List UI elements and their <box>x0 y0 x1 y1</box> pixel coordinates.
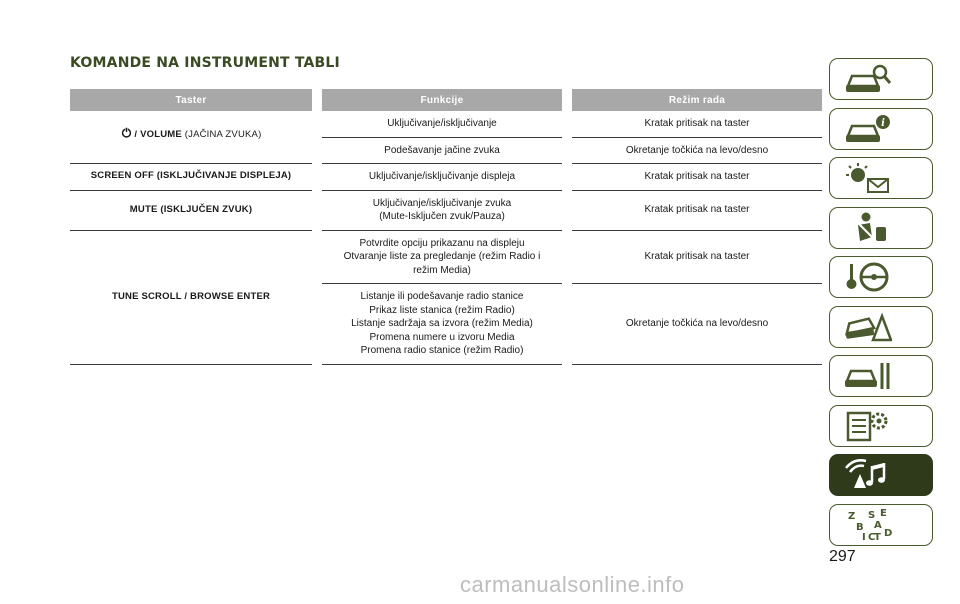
tab-emergency[interactable] <box>829 306 933 348</box>
tab-car-info[interactable] <box>829 108 933 150</box>
car-info-icon <box>844 112 892 146</box>
tune-mode-2: Okretanje točkića na levo/desno <box>572 284 822 365</box>
tune-func-1: Potvrdite opciju prikazanu na displeju Otvaranje liste za pregledanje (režim Radio i režim Media) <box>322 231 562 285</box>
mute-func: Uključivanje/isključivanje zvuka (Mute-Isključen zvuk/Pauza) <box>322 191 562 231</box>
svg-text:B: B <box>856 521 864 533</box>
screen-off-func: Uključivanje/isključivanje displeja <box>322 164 562 191</box>
table-row <box>70 164 822 191</box>
mute-mode: Kratak pritisak na taster <box>572 191 822 231</box>
specifications-gear-icon <box>844 409 892 443</box>
table-row <box>70 231 822 285</box>
tab-car-search[interactable] <box>829 58 933 100</box>
key-screen-off: SCREEN OFF (ISKLJUČIVANJE DISPLEJA) <box>70 164 312 191</box>
watermark: carmanualsonline.info <box>460 572 685 597</box>
svg-text:S: S <box>868 509 876 521</box>
multimedia-note-icon <box>844 458 892 492</box>
volume-func-1: Uključivanje/isključivanje <box>322 111 562 138</box>
tab-warning-lights[interactable] <box>829 157 933 199</box>
alphabet-index-icon <box>844 508 892 542</box>
svg-text:C: C <box>868 531 876 542</box>
chapter-tabs <box>829 58 935 553</box>
tab-seat-safety[interactable] <box>829 207 933 249</box>
car-breakdown-warning-icon <box>844 310 892 344</box>
svg-text:I: I <box>862 531 866 542</box>
svg-text:T: T <box>874 531 881 542</box>
tab-specifications[interactable] <box>829 405 933 447</box>
svg-text:i: i <box>881 117 885 129</box>
page-number: 297 <box>829 548 856 565</box>
svg-text:E: E <box>880 507 887 519</box>
table-row <box>70 191 822 231</box>
svg-text:Z: Z <box>848 510 856 522</box>
header-funkcije: Funkcije <box>322 89 562 111</box>
svg-text:D: D <box>884 527 892 539</box>
screen-off-mode: Kratak pritisak na taster <box>572 164 822 191</box>
tab-starting-driving[interactable] <box>829 256 933 298</box>
tab-multimedia[interactable] <box>829 454 933 496</box>
power-icon <box>121 127 132 138</box>
tab-index[interactable] <box>829 504 933 546</box>
tune-mode-1: Kratak pritisak na taster <box>572 231 822 285</box>
svg-text:A: A <box>874 519 882 531</box>
table-row <box>70 111 822 138</box>
key-mute: MUTE (ISKLJUČEN ZVUK) <box>70 191 312 231</box>
tune-func-2: Listanje ili podešavanje radio stanice Prikaz liste stanica (režim Radio) Listanje sadržaja sa izvora (režim Media) Promena numere u izvoru Media Promena radio stanice (režim Radio) <box>322 284 562 365</box>
seat-safety-icon <box>844 211 892 245</box>
controls-table <box>70 89 822 365</box>
volume-mode-2: Okretanje točkića na levo/desno <box>572 138 822 165</box>
header-rezim: Režim rada <box>572 89 822 111</box>
car-search-icon <box>844 62 892 96</box>
car-service-tools-icon <box>844 359 892 393</box>
tab-servicing[interactable] <box>829 355 933 397</box>
warning-lights-message-icon <box>844 161 892 195</box>
steering-wheel-key-icon <box>844 260 892 294</box>
table-header-row <box>70 89 822 111</box>
section-title: KOMANDE NA INSTRUMENT TABLI <box>70 55 340 71</box>
key-tune: TUNE SCROLL / BROWSE ENTER <box>70 231 312 365</box>
volume-mode-1: Kratak pritisak na taster <box>572 111 822 138</box>
volume-func-2: Podešavanje jačine zvuka <box>322 138 562 165</box>
header-taster: Taster <box>70 89 312 111</box>
key-volume: / VOLUME (JAČINA ZVUKA) <box>70 111 312 164</box>
